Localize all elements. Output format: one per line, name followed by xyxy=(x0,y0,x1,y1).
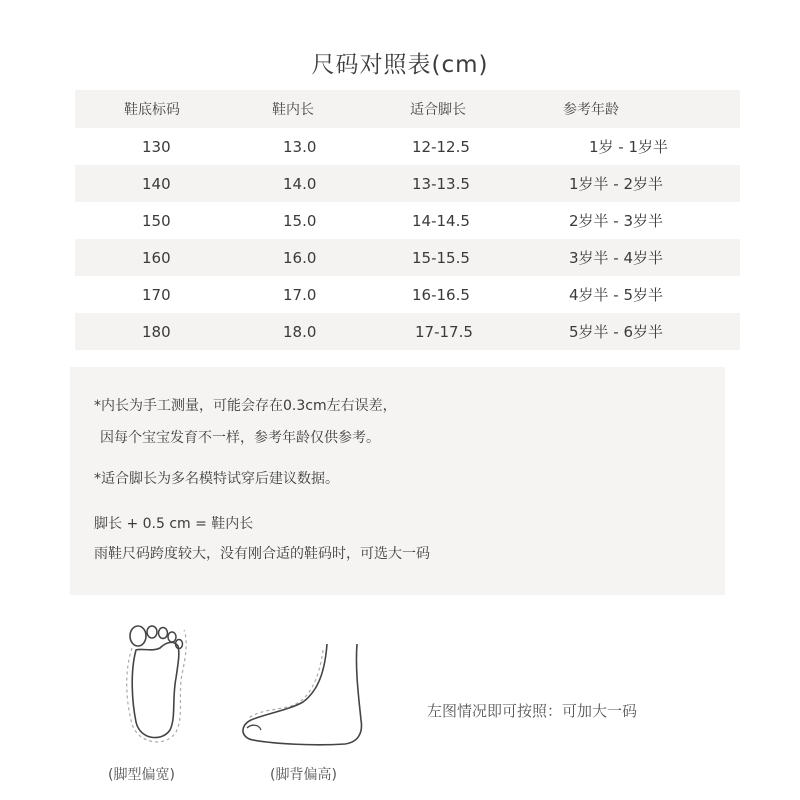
table-row xyxy=(75,202,740,239)
cell-reference-age: 2岁半 - 3岁半 xyxy=(569,212,664,230)
table-row xyxy=(75,165,740,202)
page-title: 尺码对照表(cm) xyxy=(311,52,489,78)
note-formula: 脚长 + 0.5 cm = 鞋内长 xyxy=(94,516,254,532)
cell-sole-size: 180 xyxy=(142,322,171,341)
cell-reference-age: 3岁半 - 4岁半 xyxy=(569,249,664,267)
high-instep-foot-icon xyxy=(235,640,375,755)
header-reference-age: 参考年龄 xyxy=(563,102,619,118)
cell-reference-age: 1岁半 - 2岁半 xyxy=(569,175,664,193)
cell-reference-age: 1岁 - 1岁半 xyxy=(589,138,669,156)
table-row xyxy=(75,313,740,350)
cell-inner-length: 16.0 xyxy=(283,248,317,267)
note-age-reference: 因每个宝宝发育不一样，参考年龄仅供参考。 xyxy=(100,430,380,446)
cell-foot-length: 14-14.5 xyxy=(412,211,470,230)
cell-foot-length: 15-15.5 xyxy=(412,248,470,267)
note-size-up-advice: 雨鞋尺码跨度较大，没有刚合适的鞋码时，可选大一码 xyxy=(94,546,430,562)
caption-wide-foot: (脚型偏宽) xyxy=(108,767,175,783)
header-sole-size: 鞋底标码 xyxy=(124,102,180,118)
size-table xyxy=(75,90,740,350)
note-foot-length-basis: *适合脚长为多名模特试穿后建议数据。 xyxy=(94,471,339,487)
header-foot-length: 适合脚长 xyxy=(410,102,466,118)
cell-inner-length: 17.0 xyxy=(283,285,317,304)
header-inner-length: 鞋内长 xyxy=(272,102,314,118)
table-row xyxy=(75,276,740,313)
notes-panel xyxy=(70,367,725,595)
cell-sole-size: 150 xyxy=(142,211,171,230)
caption-high-instep: (脚背偏高) xyxy=(270,767,337,783)
table-header-row xyxy=(75,90,740,128)
cell-sole-size: 160 xyxy=(142,248,171,267)
wide-foot-icon xyxy=(118,612,198,752)
table-body xyxy=(75,128,740,350)
table-row xyxy=(75,239,740,276)
cell-inner-length: 13.0 xyxy=(283,137,317,156)
note-measurement-error: *内长为手工测量，可能会存在0.3cm左右误差， xyxy=(94,398,397,414)
table-row xyxy=(75,128,740,165)
cell-sole-size: 170 xyxy=(142,285,171,304)
cell-reference-age: 4岁半 - 5岁半 xyxy=(569,286,664,304)
cell-foot-length: 17-17.5 xyxy=(415,322,473,341)
cell-inner-length: 18.0 xyxy=(283,322,317,341)
cell-sole-size: 130 xyxy=(142,137,171,156)
size-up-advice-text: 左图情况即可按照：可加大一码 xyxy=(427,702,638,720)
cell-foot-length: 16-16.5 xyxy=(412,285,470,304)
cell-sole-size: 140 xyxy=(142,174,171,193)
cell-inner-length: 15.0 xyxy=(283,211,317,230)
cell-foot-length: 13-13.5 xyxy=(412,174,470,193)
cell-reference-age: 5岁半 - 6岁半 xyxy=(569,323,664,341)
cell-foot-length: 12-12.5 xyxy=(412,137,470,156)
cell-inner-length: 14.0 xyxy=(283,174,317,193)
